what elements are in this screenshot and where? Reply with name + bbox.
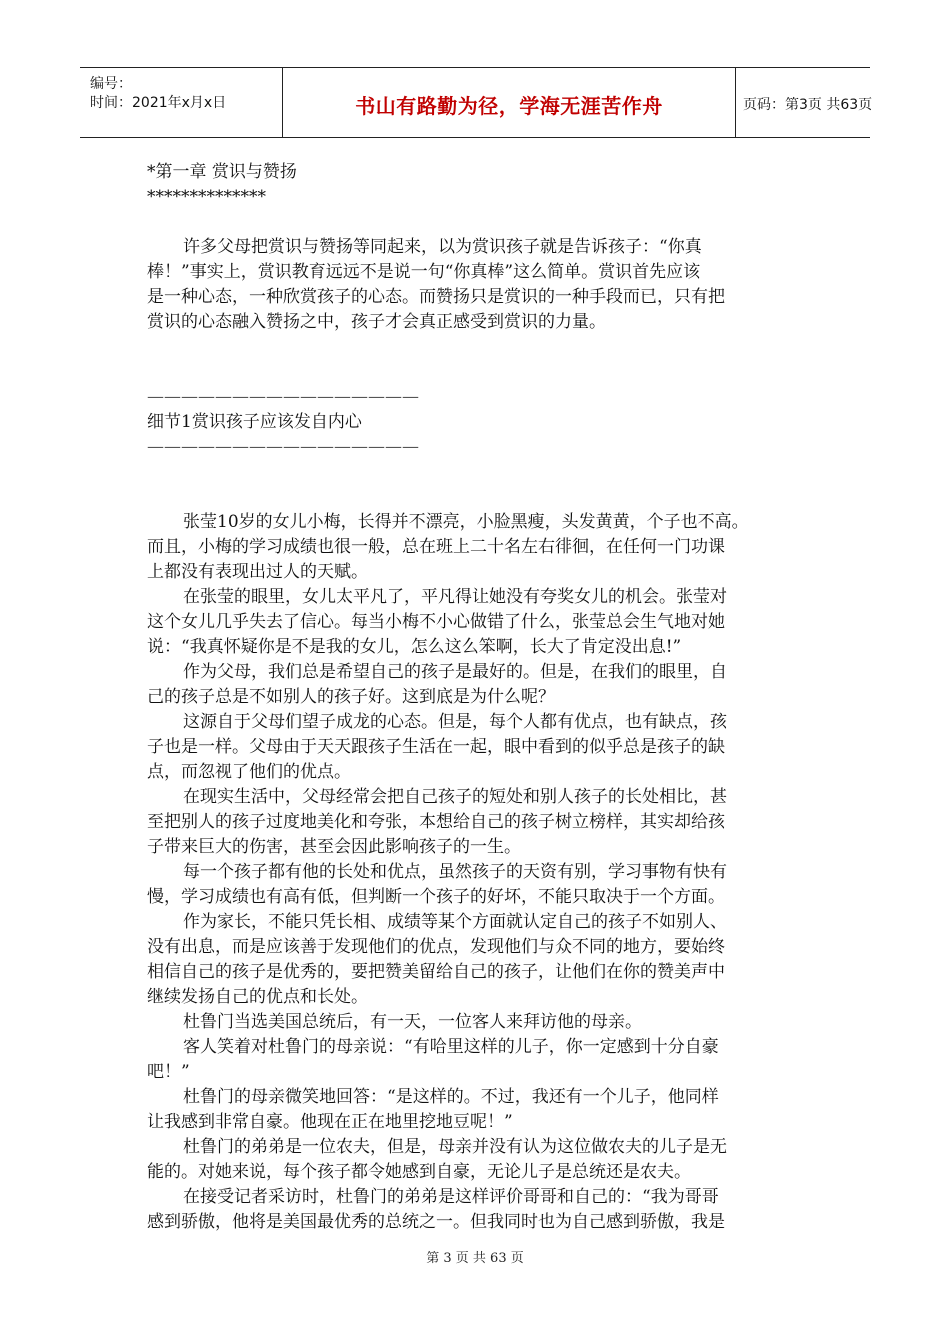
intro-line: 棒！”事实上，赏识教育远远不是说一句“你真棒”这么简单。赏识首先应该 [147, 262, 701, 282]
body-line: 相信自己的孩子是优秀的，要把赞美留给自己的孩子，让他们在你的赞美声中 [147, 962, 725, 982]
page-info: 页码：第3页 共63页 [743, 97, 873, 113]
header-page-cell [735, 68, 873, 137]
body-line: 子带来巨大的伤害，甚至会因此影响孩子的一生。 [147, 837, 521, 857]
body-line: 上都没有表现出过人的天赋。 [147, 562, 368, 582]
body-line: 吧！” [147, 1062, 190, 1082]
body-line: 张莹10岁的女儿小梅，长得并不漂亮，小脸黑瘦，头发黄黄，个子也不高。 [183, 512, 749, 532]
body-line: 在张莹的眼里，女儿太平凡了，平凡得让她没有夸奖女儿的机会。张莹对 [183, 587, 727, 607]
body-line: 让我感到非常自豪。他现在正在地里挖地豆呢！” [147, 1112, 513, 1132]
body-line: 客人笑着对杜鲁门的母亲说：“有哈里这样的儿子，你一定感到十分自豪 [183, 1037, 719, 1057]
intro-line: 赏识的心态融入赞扬之中，孩子才会真正感受到赏识的力量。 [147, 312, 606, 332]
body-line: 能的。对她来说，每个孩子都令她感到自豪，无论儿子是总统还是农夫。 [147, 1162, 691, 1182]
body-line: 这个女儿几乎失去了信心。每当小梅不小心做错了什么，张莹总会生气地对她 [147, 612, 725, 632]
section-title: 细节1赏识孩子应该发自内心 [147, 412, 362, 432]
body-line: 慢，学习成绩也有高有低，但判断一个孩子的好坏，不能只取决于一个方面。 [147, 887, 725, 907]
header-meta-cell [80, 68, 282, 137]
body-line: 每一个孩子都有他的长处和优点，虽然孩子的天资有别，学习事物有快有 [183, 862, 727, 882]
body-text [147, 510, 827, 1235]
header-motto-cell [282, 68, 736, 137]
star-divider: ************** [147, 187, 266, 207]
body-line: 作为家长，不能只凭长相、成绩等某个方面就认定自己的孩子不如别人、 [183, 912, 727, 932]
body-line: 杜鲁门的母亲微笑地回答：“是这样的。不过，我还有一个儿子，他同样 [183, 1087, 719, 1107]
page-footer: 第 3 页 共 63 页 [426, 1251, 524, 1266]
body-line: 说：“我真怀疑你是不是我的女儿，怎么这么笨啊，长大了肯定没出息!” [147, 637, 682, 657]
body-line: 己的孩子总是不如别人的孩子好。这到底是为什么呢？ [147, 687, 555, 707]
body-line: 作为父母，我们总是希望自己的孩子是最好的。但是，在我们的眼里，自 [183, 662, 727, 682]
motto-text: 书山有路勤为径，学海无涯苦作舟 [355, 94, 663, 118]
body-line: 杜鲁门当选美国总统后，有一天，一位客人来拜访他的母亲。 [183, 1012, 642, 1032]
page-header [80, 67, 873, 138]
body-line: 杜鲁门的弟弟是一位农夫，但是，母亲并没有认为这位做农夫的儿子是无 [183, 1137, 727, 1157]
body-line: 而且，小梅的学习成绩也很一般，总在班上二十名左右徘徊，在任何一门功课 [147, 537, 725, 557]
body-line: 这源自于父母们望子成龙的心态。但是，每个人都有优点，也有缺点，孩 [183, 712, 727, 732]
body-line: 子也是一样。父母由于天天跟孩子生活在一起，眼中看到的似乎总是孩子的缺 [147, 737, 725, 757]
section-divider-top: ———————————————— [147, 387, 419, 407]
section-divider-bottom: ———————————————— [147, 437, 419, 457]
body-line: 至把别人的孩子过度地美化和夸张，本想给自己的孩子树立榜样，其实却给孩 [147, 812, 725, 832]
number-label: 编号： [90, 76, 132, 92]
body-line: 感到骄傲，他将是美国最优秀的总统之一。但我同时也为自己感到骄傲，我是 [147, 1212, 725, 1232]
chapter-title: *第一章 赏识与赞扬 [147, 162, 297, 182]
intro-line: 是一种心态，一种欣赏孩子的心态。而赞扬只是赏识的一种手段而已，只有把 [147, 287, 725, 307]
body-line: 点，而忽视了他们的优点。 [147, 762, 351, 782]
time-label: 时间：2021年x月x日 [90, 95, 227, 111]
document-body [147, 160, 827, 1235]
body-line: 在接受记者采访时，杜鲁门的弟弟是这样评价哥哥和自己的：“我为哥哥 [183, 1187, 719, 1207]
body-line: 在现实生活中，父母经常会把自己孩子的短处和别人孩子的长处相比，甚 [183, 787, 727, 807]
body-line: 继续发扬自己的优点和长处。 [147, 987, 368, 1007]
body-line: 没有出息，而是应该善于发现他们的优点，发现他们与众不同的地方，要始终 [147, 937, 725, 957]
intro-line: 许多父母把赏识与赞扬等同起来，以为赏识孩子就是告诉孩子：“你真 [183, 237, 702, 257]
